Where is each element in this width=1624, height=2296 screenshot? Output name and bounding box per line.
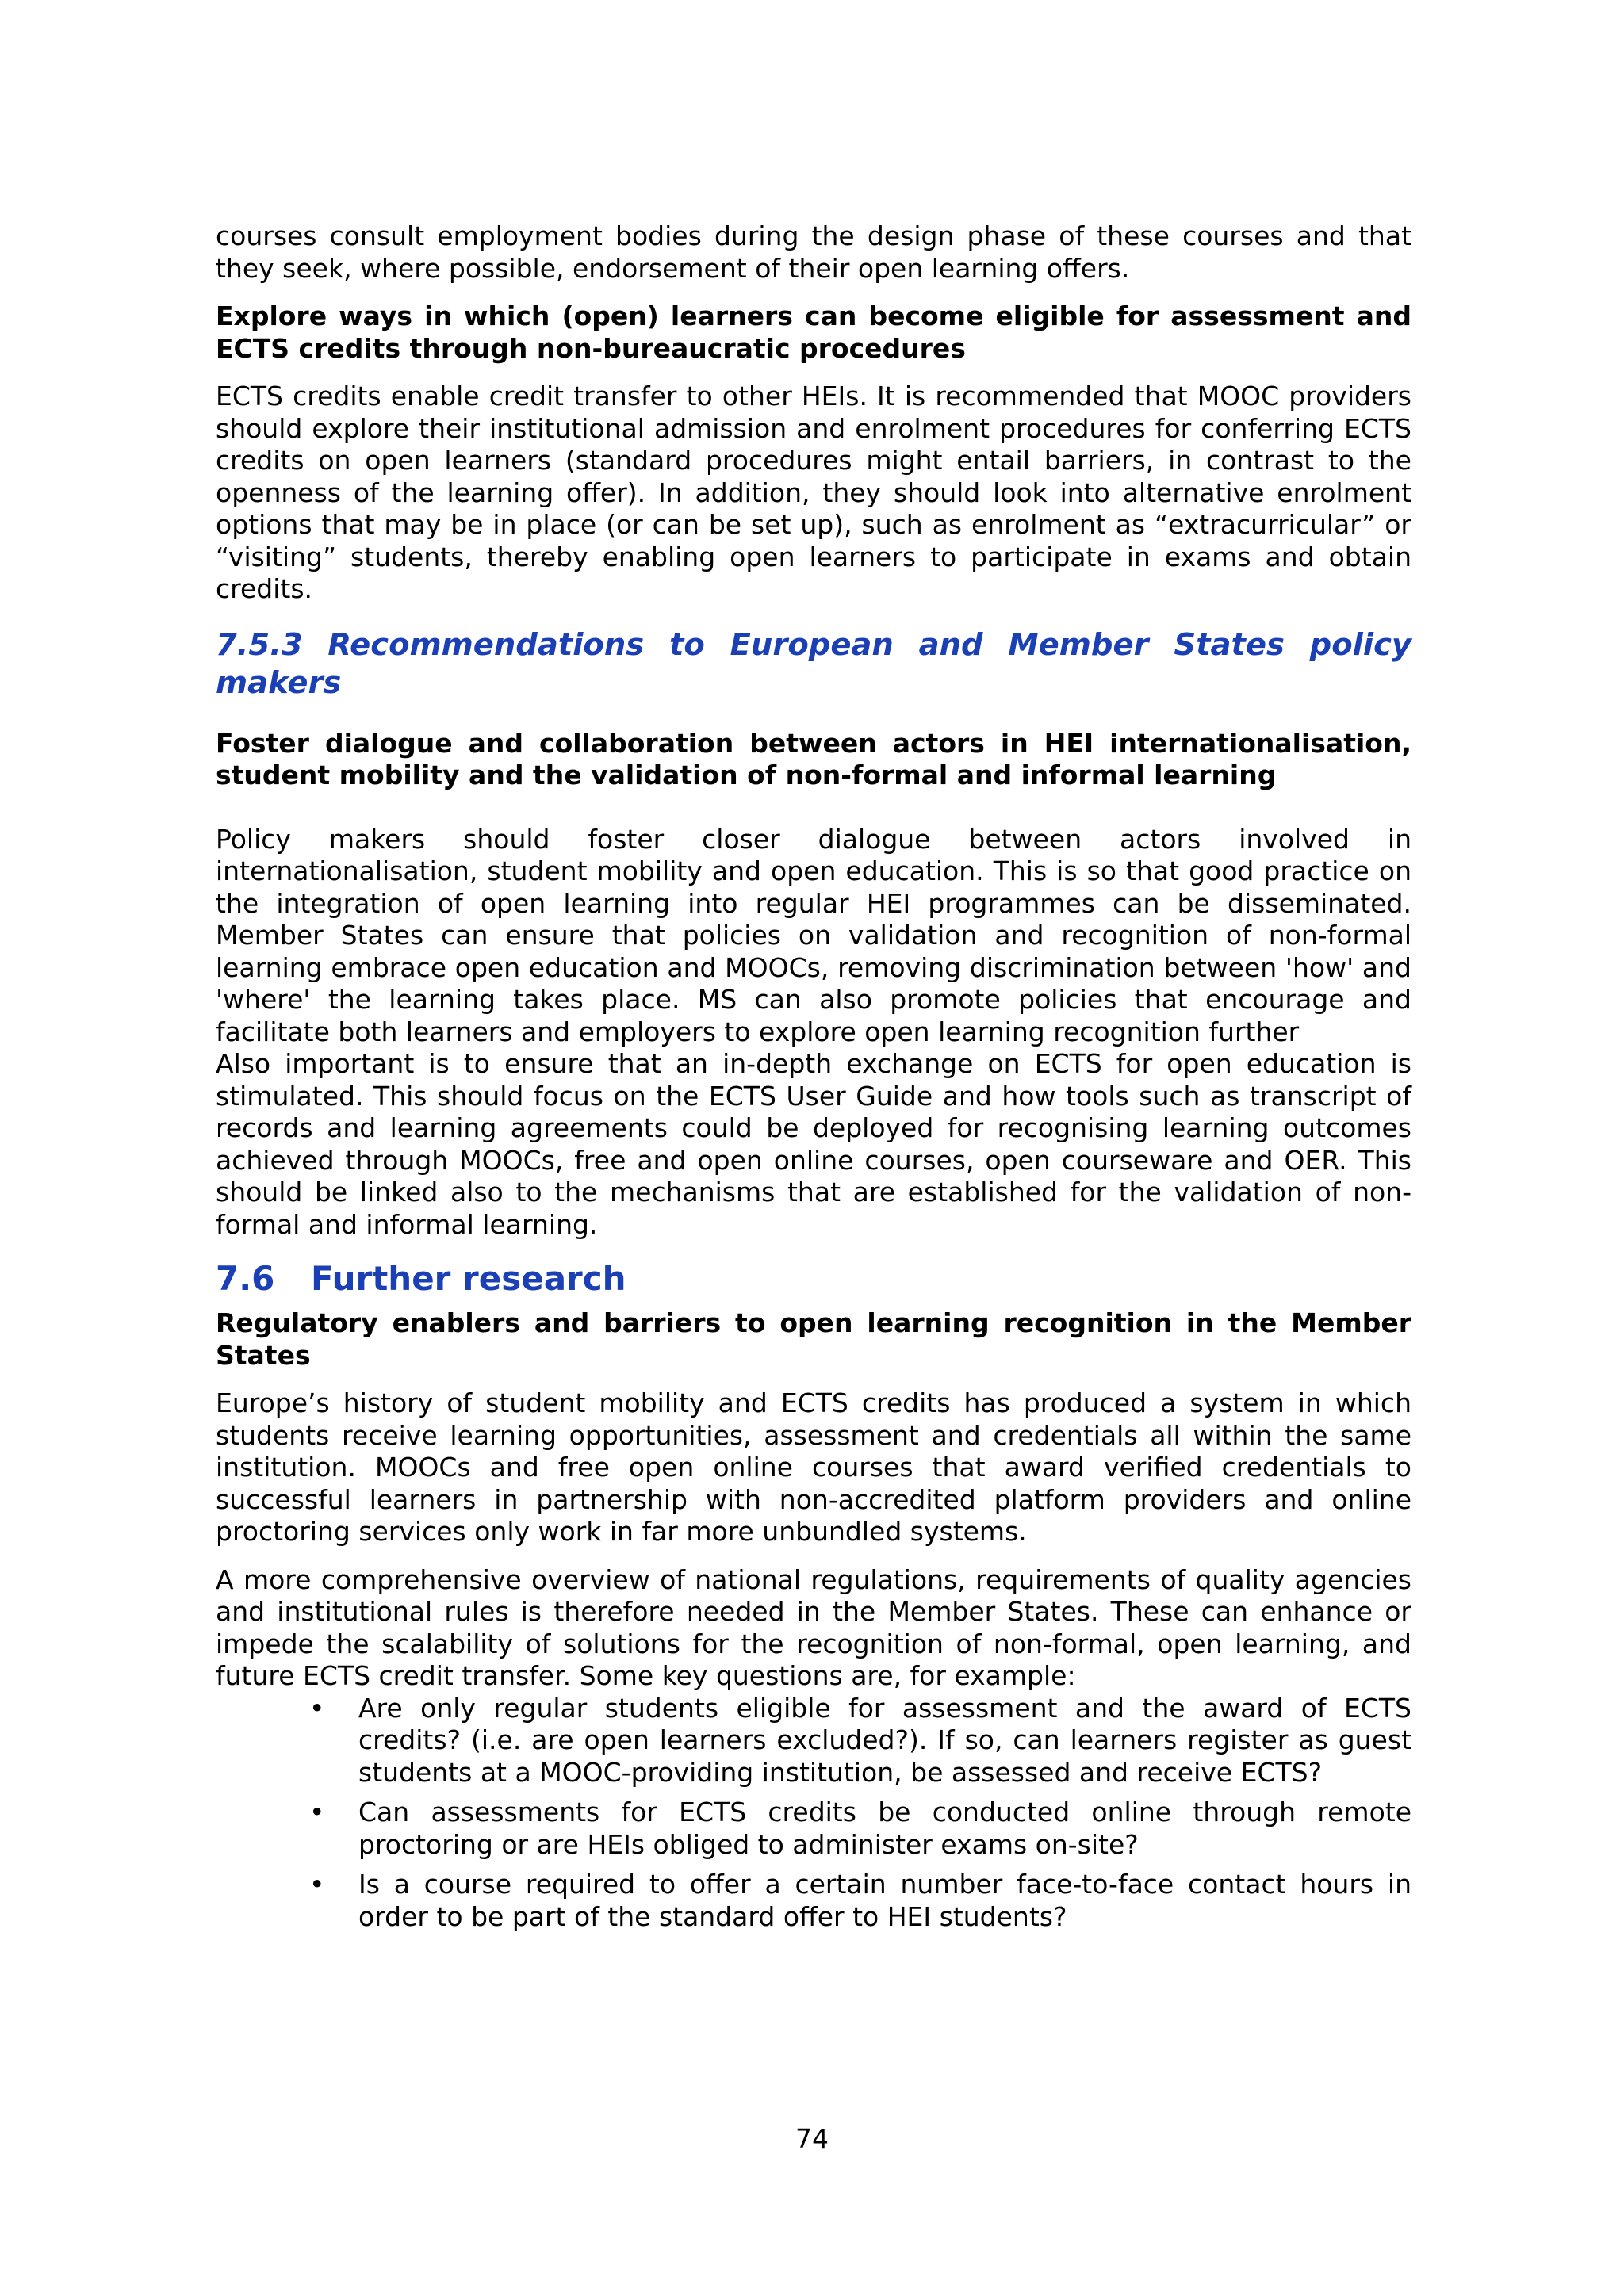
paragraph-also-important: Also important is to ensure that an in-depth exchange on ECTS for open education is stimulated. This should focus on the ECTS User Guide and how tools such as transcript of records and learning agreements could be deployed for recognising learning outcomes achieved through MOOCs, free and open online courses, open courseware and OER. This should be linked also to the mechanisms that are established for the validation of non-formal and informal learning. bbox=[216, 1048, 1411, 1240]
document-page bbox=[216, 220, 1411, 1941]
section-heading-7-6 bbox=[216, 1258, 1411, 1299]
section-title: Further research bbox=[311, 1259, 626, 1298]
paragraph-courses-consult: courses consult employment bodies during the design phase of these courses and that they seek, where possible, endorsement of their open learning offers. bbox=[216, 220, 1411, 284]
page-number: 74 bbox=[795, 2123, 829, 2154]
section-heading-7-5-3: 7.5.3 Recommendations to European and Member States policy makers bbox=[216, 626, 1411, 701]
subheading-explore-ways: Explore ways in which (open) learners can become eligible for assessment and ECTS credits through non-bureaucratic procedures bbox=[216, 300, 1411, 364]
bullet-icon: • bbox=[309, 1869, 325, 1900]
list-item bbox=[216, 1693, 1411, 1789]
subheading-regulatory-enablers: Regulatory enablers and barriers to open learning recognition in the Member States bbox=[216, 1307, 1411, 1371]
paragraph-europe-history: Europe’s history of student mobility and ECTS credits has produced a system in which students receive learning opportunities, assessment and credentials all within the same institution. MOOCs and free open online courses that award verified credentials to successful learners in partnership with non-accredited platform providers and online proctoring services only work in far more unbundled systems. bbox=[216, 1387, 1411, 1547]
list-item bbox=[216, 1869, 1411, 1933]
paragraph-policy-makers: Policy makers should foster closer dialogue between actors involved in internationalisation, student mobility and open education. This is so that good practice on the integration of open learning into regular HEI programmes can be disseminated. Member States can ensure that policies on validation and recognition of non-formal learning embrace open education and MOOCs, removing discrimination between 'how' and 'where' the learning takes place. MS can also promote policies that encourage and facilitate both learners and employers to explore open learning recognition further bbox=[216, 823, 1411, 1047]
bullet-icon: • bbox=[309, 1797, 325, 1827]
list-item-text: Can assessments for ECTS credits be conducted online through remote proctoring or are HEIs obliged to administer exams on-site? bbox=[358, 1797, 1411, 1860]
list-item-text: Is a course required to offer a certain number face-to-face contact hours in order to be part of the standard offer to HEI students? bbox=[358, 1869, 1411, 1932]
section-number: 7.6 bbox=[216, 1259, 275, 1298]
list-item-text: Are only regular students eligible for assessment and the award of ECTS credits? (i.e. are open learners excluded?). If so, can learners register as guest students at a MOOC-providing institution, be assessed and receive ECTS? bbox=[358, 1692, 1411, 1788]
paragraph-comprehensive-overview: A more comprehensive overview of national regulations, requirements of quality agencies and institutional rules is therefore needed in the Member States. These can enhance or impede the scalability of solutions for the recognition of non-formal, open learning, and future ECTS credit transfer. Some key questions are, for example: bbox=[216, 1563, 1411, 1691]
list-item bbox=[216, 1797, 1411, 1861]
bullet-icon: • bbox=[309, 1692, 325, 1724]
subheading-foster-dialogue: Foster dialogue and collaboration between actors in HEI internationalisation, student mobility and the validation of non-formal and informal learning bbox=[216, 727, 1411, 790]
key-questions-list bbox=[216, 1693, 1411, 1934]
paragraph-ects-credits: ECTS credits enable credit transfer to other HEIs. It is recommended that MOOC providers should explore their institutional admission and enrolment procedures for conferring ECTS credits on open learners (standard procedures might entail barriers, in contrast to the openness of the learning offer). In addition, they should look into alternative enrolment options that may be in place (or can be set up), such as enrolment as “extracurricular” or “visiting” students, thereby enabling open learners to participate in exams and obtain credits. bbox=[216, 381, 1411, 604]
